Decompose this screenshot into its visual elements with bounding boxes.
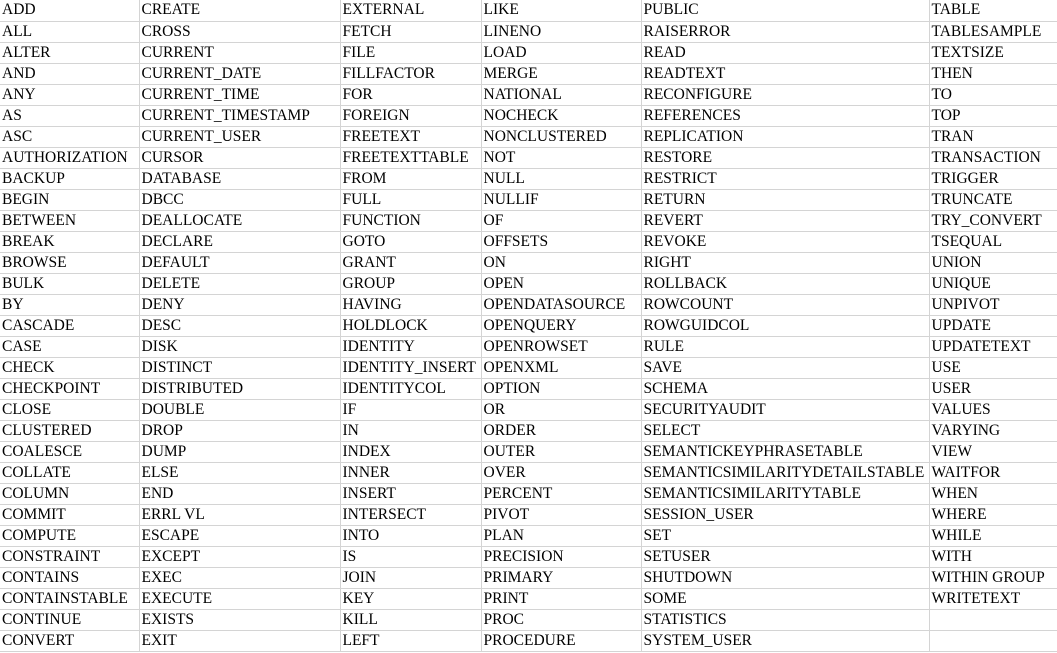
keyword-cell[interactable]: FOREIGN (340, 105, 481, 126)
keyword-cell[interactable]: OPENXML (481, 357, 641, 378)
keyword-cell[interactable]: RECONFIGURE (641, 84, 929, 105)
keyword-cell[interactable]: ESCAPE (139, 525, 340, 546)
keyword-cell[interactable]: FUNCTION (340, 210, 481, 231)
keyword-cell[interactable]: VALUES (929, 399, 1057, 420)
keyword-cell[interactable]: WITHIN GROUP (929, 567, 1057, 588)
keyword-cell[interactable]: WHEN (929, 483, 1057, 504)
keyword-cell[interactable]: BEGIN (0, 189, 139, 210)
keyword-cell[interactable]: TABLE (929, 0, 1057, 21)
keyword-cell[interactable]: OF (481, 210, 641, 231)
keyword-cell[interactable]: INTO (340, 525, 481, 546)
keyword-cell[interactable]: SECURITYAUDIT (641, 399, 929, 420)
keyword-cell[interactable]: NULL (481, 168, 641, 189)
table-row (0, 504, 1057, 525)
keyword-cell[interactable]: DELETE (139, 273, 340, 294)
keyword-cell[interactable]: NATIONAL (481, 84, 641, 105)
keyword-cell[interactable]: BREAK (0, 231, 139, 252)
keyword-cell[interactable]: CURRENT_TIMESTAMP (139, 105, 340, 126)
keyword-cell[interactable]: MERGE (481, 63, 641, 84)
keyword-cell[interactable]: UPDATETEXT (929, 336, 1057, 357)
keyword-cell[interactable]: TRANSACTION (929, 147, 1057, 168)
table-row (0, 336, 1057, 357)
keyword-cell[interactable]: REVERT (641, 210, 929, 231)
keyword-cell[interactable] (929, 630, 1057, 651)
keyword-cell[interactable]: NOCHECK (481, 105, 641, 126)
keyword-cell[interactable]: OPEN (481, 273, 641, 294)
keyword-cell[interactable]: IDENTITY (340, 336, 481, 357)
keyword-cell[interactable]: BY (0, 294, 139, 315)
keyword-cell[interactable]: NULLIF (481, 189, 641, 210)
keyword-cell[interactable]: IN (340, 420, 481, 441)
keyword-cell[interactable]: TSEQUAL (929, 231, 1057, 252)
keyword-cell[interactable]: RULE (641, 336, 929, 357)
keyword-cell[interactable]: RESTRICT (641, 168, 929, 189)
keyword-cell[interactable]: IS (340, 546, 481, 567)
keyword-cell[interactable]: TRY_CONVERT (929, 210, 1057, 231)
keyword-cell[interactable]: READTEXT (641, 63, 929, 84)
table-row (0, 378, 1057, 399)
keyword-cell[interactable]: ROWCOUNT (641, 294, 929, 315)
keyword-cell[interactable]: DESC (139, 315, 340, 336)
keyword-cell[interactable]: OFFSETS (481, 231, 641, 252)
keyword-cell[interactable]: SESSION_USER (641, 504, 929, 525)
keyword-cell[interactable]: HOLDLOCK (340, 315, 481, 336)
table-row (0, 315, 1057, 336)
keyword-cell[interactable]: TRUNCATE (929, 189, 1057, 210)
keyword-cell[interactable] (929, 609, 1057, 630)
keyword-cell[interactable]: FILE (340, 42, 481, 63)
keyword-cell[interactable]: LINENO (481, 21, 641, 42)
keyword-cell[interactable]: OUTER (481, 441, 641, 462)
keyword-cell[interactable]: SAVE (641, 357, 929, 378)
keyword-cell[interactable]: RETURN (641, 189, 929, 210)
keyword-cell[interactable]: COLUMN (0, 483, 139, 504)
keyword-cell[interactable]: READ (641, 42, 929, 63)
keyword-cell[interactable]: ELSE (139, 462, 340, 483)
keyword-cell[interactable]: CURSOR (139, 147, 340, 168)
table-row (0, 273, 1057, 294)
keyword-cell[interactable]: PERCENT (481, 483, 641, 504)
keyword-cell[interactable]: GOTO (340, 231, 481, 252)
keyword-cell[interactable]: DROP (139, 420, 340, 441)
keyword-cell[interactable]: KILL (340, 609, 481, 630)
keyword-cell[interactable]: FULL (340, 189, 481, 210)
table-row (0, 567, 1057, 588)
keyword-cell[interactable]: DOUBLE (139, 399, 340, 420)
keyword-cell[interactable]: KEY (340, 588, 481, 609)
keyword-cell[interactable]: CONTINUE (0, 609, 139, 630)
table-row (0, 420, 1057, 441)
keyword-cell[interactable]: INSERT (340, 483, 481, 504)
keyword-cell[interactable]: EXISTS (139, 609, 340, 630)
table-row (0, 462, 1057, 483)
keyword-cell[interactable]: VARYING (929, 420, 1057, 441)
keyword-cell[interactable]: ASC (0, 126, 139, 147)
keyword-cell[interactable]: UNPIVOT (929, 294, 1057, 315)
keyword-cell[interactable]: REFERENCES (641, 105, 929, 126)
keyword-cell[interactable]: CONTAINS (0, 567, 139, 588)
keyword-cell[interactable]: ON (481, 252, 641, 273)
keyword-cell[interactable]: IDENTITY_INSERT (340, 357, 481, 378)
keyword-cell[interactable]: ROWGUIDCOL (641, 315, 929, 336)
keyword-cell[interactable]: BETWEEN (0, 210, 139, 231)
keyword-cell[interactable]: WAITFOR (929, 462, 1057, 483)
keyword-cell[interactable]: CLUSTERED (0, 420, 139, 441)
keyword-cell[interactable]: USER (929, 378, 1057, 399)
keyword-cell[interactable]: DISTRIBUTED (139, 378, 340, 399)
keyword-cell[interactable]: LEFT (340, 630, 481, 651)
keyword-cell[interactable]: RIGHT (641, 252, 929, 273)
keyword-cell[interactable]: AS (0, 105, 139, 126)
keyword-cell[interactable]: REVOKE (641, 231, 929, 252)
table-row (0, 357, 1057, 378)
keyword-cell[interactable]: CONSTRAINT (0, 546, 139, 567)
keyword-cell[interactable]: INDEX (340, 441, 481, 462)
keyword-cell[interactable]: FOR (340, 84, 481, 105)
keyword-cell[interactable]: NONCLUSTERED (481, 126, 641, 147)
keyword-cell[interactable]: EXCEPT (139, 546, 340, 567)
table-row (0, 399, 1057, 420)
keyword-cell[interactable]: DBCC (139, 189, 340, 210)
table-row (0, 147, 1057, 168)
keyword-cell[interactable]: SYSTEM_USER (641, 630, 929, 651)
keyword-cell[interactable]: CASE (0, 336, 139, 357)
keyword-cell[interactable]: FREETEXT (340, 126, 481, 147)
keyword-cell[interactable]: DISTINCT (139, 357, 340, 378)
table-row (0, 231, 1057, 252)
keyword-cell[interactable]: COMPUTE (0, 525, 139, 546)
keyword-cell[interactable]: ADD (0, 0, 139, 21)
keyword-cell[interactable]: CONVERT (0, 630, 139, 651)
keyword-cell[interactable]: AND (0, 63, 139, 84)
keyword-cell[interactable]: GROUP (340, 273, 481, 294)
keyword-cell[interactable]: COLLATE (0, 462, 139, 483)
keyword-cell[interactable]: END (139, 483, 340, 504)
keyword-cell[interactable]: NOT (481, 147, 641, 168)
keyword-cell[interactable]: TO (929, 84, 1057, 105)
keyword-cell[interactable]: DISK (139, 336, 340, 357)
keyword-cell[interactable]: IDENTITYCOL (340, 378, 481, 399)
keyword-cell[interactable]: BACKUP (0, 168, 139, 189)
table-row (0, 252, 1057, 273)
keyword-cell[interactable]: CREATE (139, 0, 340, 21)
keyword-cell[interactable]: FREETEXTTABLE (340, 147, 481, 168)
keyword-cell[interactable]: CONTAINSTABLE (0, 588, 139, 609)
keyword-cell[interactable]: LOAD (481, 42, 641, 63)
keyword-cell[interactable]: IF (340, 399, 481, 420)
keyword-cell[interactable]: DEFAULT (139, 252, 340, 273)
keyword-cell[interactable]: OVER (481, 462, 641, 483)
keyword-cell[interactable]: DATABASE (139, 168, 340, 189)
keyword-cell[interactable]: OR (481, 399, 641, 420)
keyword-cell[interactable]: LIKE (481, 0, 641, 21)
keyword-cell[interactable]: PLAN (481, 525, 641, 546)
keyword-cell[interactable]: FILLFACTOR (340, 63, 481, 84)
table-row (0, 483, 1057, 504)
keyword-cell[interactable]: RESTORE (641, 147, 929, 168)
keyword-cell[interactable]: PUBLIC (641, 0, 929, 21)
keyword-cell[interactable]: FROM (340, 168, 481, 189)
keyword-cell[interactable]: JOIN (340, 567, 481, 588)
keyword-cell[interactable]: FETCH (340, 21, 481, 42)
keyword-cell[interactable]: OPENQUERY (481, 315, 641, 336)
keyword-cell[interactable]: COALESCE (0, 441, 139, 462)
keyword-cell[interactable]: DENY (139, 294, 340, 315)
keyword-cell[interactable]: UNIQUE (929, 273, 1057, 294)
keyword-cell[interactable]: SEMANTICSIMILARITYTABLE (641, 483, 929, 504)
keyword-cell[interactable]: SOME (641, 588, 929, 609)
table-row (0, 105, 1057, 126)
table-row (0, 294, 1057, 315)
keyword-cell[interactable]: WHERE (929, 504, 1057, 525)
keyword-cell[interactable]: WRITETEXT (929, 588, 1057, 609)
keyword-cell[interactable]: TEXTSIZE (929, 42, 1057, 63)
keyword-cell[interactable]: WHILE (929, 525, 1057, 546)
keyword-cell[interactable]: PROC (481, 609, 641, 630)
keyword-cell[interactable]: CASCADE (0, 315, 139, 336)
keyword-cell[interactable]: HAVING (340, 294, 481, 315)
keyword-cell[interactable]: PRIMARY (481, 567, 641, 588)
table-row (0, 441, 1057, 462)
keyword-cell[interactable]: COMMIT (0, 504, 139, 525)
keyword-cell[interactable]: PROCEDURE (481, 630, 641, 651)
keyword-cell[interactable]: GRANT (340, 252, 481, 273)
keyword-cell[interactable]: PRINT (481, 588, 641, 609)
keyword-cell[interactable]: SEMANTICKEYPHRASETABLE (641, 441, 929, 462)
keyword-cell[interactable]: RAISERROR (641, 21, 929, 42)
table-row (0, 546, 1057, 567)
keyword-cell[interactable]: THEN (929, 63, 1057, 84)
keyword-cell[interactable]: VIEW (929, 441, 1057, 462)
keyword-cell[interactable]: REPLICATION (641, 126, 929, 147)
keyword-cell[interactable]: CURRENT_TIME (139, 84, 340, 105)
table-row (0, 0, 1057, 21)
keyword-cell[interactable]: ROLLBACK (641, 273, 929, 294)
keyword-cell[interactable]: TRAN (929, 126, 1057, 147)
keyword-cell[interactable]: DUMP (139, 441, 340, 462)
keyword-cell[interactable]: CHECK (0, 357, 139, 378)
table-row (0, 168, 1057, 189)
keyword-cell[interactable]: USE (929, 357, 1057, 378)
keyword-cell[interactable]: SELECT (641, 420, 929, 441)
table-row (0, 588, 1057, 609)
keyword-cell[interactable]: ALTER (0, 42, 139, 63)
keyword-cell[interactable]: UNION (929, 252, 1057, 273)
keyword-cell[interactable]: TRIGGER (929, 168, 1057, 189)
keyword-cell[interactable]: SEMANTICSIMILARITYDETAILSTABLE (641, 462, 929, 483)
keyword-cell[interactable]: TABLESAMPLE (929, 21, 1057, 42)
keyword-cell[interactable]: BULK (0, 273, 139, 294)
table-row (0, 84, 1057, 105)
table-row (0, 63, 1057, 84)
keyword-cell[interactable]: CROSS (139, 21, 340, 42)
keyword-cell[interactable]: UPDATE (929, 315, 1057, 336)
keyword-cell[interactable]: EXTERNAL (340, 0, 481, 21)
keyword-cell[interactable]: PRECISION (481, 546, 641, 567)
table-row (0, 609, 1057, 630)
keyword-cell[interactable]: OPTION (481, 378, 641, 399)
keyword-cell[interactable]: AUTHORIZATION (0, 147, 139, 168)
keyword-cell[interactable]: ERRL VL (139, 504, 340, 525)
keyword-cell[interactable]: DEALLOCATE (139, 210, 340, 231)
keyword-cell[interactable]: CHECKPOINT (0, 378, 139, 399)
keyword-cell[interactable]: CURRENT (139, 42, 340, 63)
keyword-cell[interactable]: ANY (0, 84, 139, 105)
table-row (0, 126, 1057, 147)
keyword-cell[interactable]: CLOSE (0, 399, 139, 420)
keyword-cell[interactable]: CURRENT_USER (139, 126, 340, 147)
keyword-cell[interactable]: ORDER (481, 420, 641, 441)
keyword-cell[interactable]: INTERSECT (340, 504, 481, 525)
table-row (0, 525, 1057, 546)
table-row (0, 189, 1057, 210)
keyword-cell[interactable]: SCHEMA (641, 378, 929, 399)
keyword-cell[interactable]: EXEC (139, 567, 340, 588)
keyword-cell[interactable]: CURRENT_DATE (139, 63, 340, 84)
keyword-cell[interactable]: SHUTDOWN (641, 567, 929, 588)
keyword-cell[interactable]: EXECUTE (139, 588, 340, 609)
table-row (0, 630, 1057, 651)
keyword-cell[interactable]: EXIT (139, 630, 340, 651)
keyword-cell[interactable]: STATISTICS (641, 609, 929, 630)
keyword-cell[interactable]: OPENDATASOURCE (481, 294, 641, 315)
table-row (0, 210, 1057, 231)
keyword-cell[interactable]: INNER (340, 462, 481, 483)
keyword-cell[interactable]: TOP (929, 105, 1057, 126)
keyword-cell[interactable]: WITH (929, 546, 1057, 567)
table-row (0, 42, 1057, 63)
table-row (0, 21, 1057, 42)
keyword-cell[interactable]: SET (641, 525, 929, 546)
keyword-cell[interactable]: ALL (0, 21, 139, 42)
keyword-cell[interactable]: OPENROWSET (481, 336, 641, 357)
keyword-cell[interactable]: SETUSER (641, 546, 929, 567)
keyword-cell[interactable]: PIVOT (481, 504, 641, 525)
keyword-cell[interactable]: DECLARE (139, 231, 340, 252)
keyword-cell[interactable]: BROWSE (0, 252, 139, 273)
